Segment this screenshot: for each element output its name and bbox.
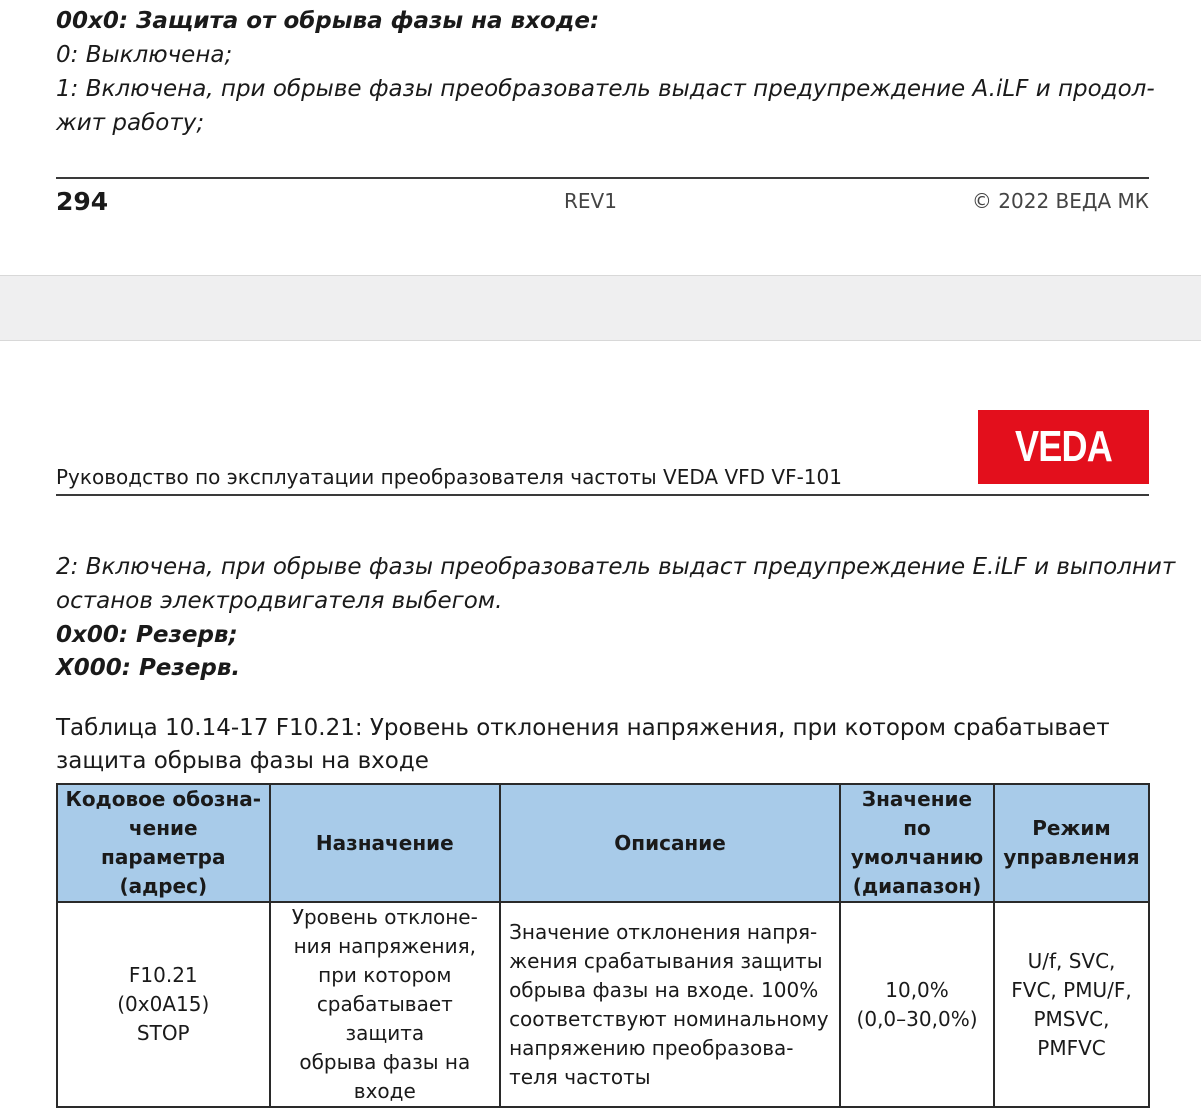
cell-purpose [270, 902, 501, 1107]
default-line: 10,0% [885, 977, 949, 1002]
option-2-line1: 2: Включена, при обрыве фазы преобразователь выдаст предупреждение E.iLF и выполнит [56, 554, 1176, 580]
header-description-line: Описание [614, 830, 726, 855]
option-2-line2: останов электродвигателя выбегом. [56, 588, 503, 614]
header-default-line: умолчанию [850, 845, 984, 869]
description-line: напряжению преобразова- [509, 1035, 794, 1060]
description-line: обрыва фазы на входе. 100% [509, 977, 819, 1002]
mode-line: U/f, SVC, [1027, 948, 1116, 973]
header-code-line: Кодовое обозна- [65, 787, 262, 811]
header-mode-line: Режим [1032, 816, 1111, 840]
header-mode-line: управления [1003, 845, 1140, 869]
copyright-label: © 2022 ВЕДА МК [971, 189, 1149, 213]
mode-line: PMFVC [1037, 1035, 1106, 1060]
table-header-row [57, 784, 1149, 902]
header-default [840, 784, 994, 902]
table-caption [56, 712, 1156, 778]
header-divider [56, 494, 1149, 496]
purpose-line: ния напряжения, [293, 934, 476, 958]
header-code-line: (адрес) [119, 874, 208, 898]
cell-mode [994, 902, 1149, 1107]
purpose-line: при котором [318, 963, 452, 987]
document-title: Руководство по эксплуатации преобразователя частоты VEDA VFD VF-101 [56, 465, 842, 489]
code-line: (0x0A15) [117, 992, 210, 1016]
header-default-line: Значение по [861, 787, 973, 840]
parameter-table [56, 783, 1150, 1108]
option-heading: 00x0: Защита от обрыва фазы на входе: [56, 8, 600, 34]
code-line: STOP [136, 1021, 190, 1045]
header-code [57, 784, 270, 902]
header-description [500, 784, 840, 902]
default-line: (0,0–30,0%) [856, 1006, 978, 1031]
revision-label: REV1 [564, 189, 617, 213]
option-1-line1: 1: Включена, при обрыве фазы преобразователь выдаст предупреждение A.iLF и продол- [56, 76, 1155, 102]
page-gap [0, 276, 1201, 341]
header-default-line: (диапазон) [852, 874, 982, 898]
option-0: 0: Выключена; [56, 42, 233, 68]
footer-divider [56, 177, 1149, 179]
table-caption-line1: Таблица 10.14-17 F10.21: Уровень отклонения напряжения, при котором срабатывает [56, 715, 1110, 741]
description-line: теля частоты [509, 1064, 651, 1089]
purpose-line: срабатывает защита [316, 992, 453, 1045]
header-purpose [270, 784, 501, 902]
cell-description [500, 902, 840, 1107]
option-1-line2: жит работу; [56, 110, 205, 136]
cell-code [57, 902, 270, 1107]
description-line: Значение отклонения напря- [509, 919, 818, 944]
purpose-line: обрыва фазы на [299, 1050, 471, 1074]
table-row [57, 902, 1149, 1107]
mode-line: PMSVC, [1033, 1006, 1110, 1031]
logo-text: VEDA MC [1015, 422, 1112, 545]
table-caption-line2: защита обрыва фазы на входе [56, 748, 429, 774]
previous-page [0, 0, 1201, 276]
mode-line: FVC, PMU/F, [1011, 977, 1132, 1002]
cell-default [840, 902, 994, 1107]
description-line: соответствуют номинальному [509, 1006, 829, 1031]
header-mode [994, 784, 1149, 902]
code-line: F10.21 [128, 963, 198, 987]
header-purpose-line: Назначение [315, 830, 454, 855]
purpose-line: Уровень отклоне- [291, 905, 478, 929]
header-code-line: чение параметра [101, 816, 226, 869]
description-line: жения срабатывания защиты [509, 948, 823, 973]
reserve-1: 0x00: Резерв; [56, 622, 238, 648]
veda-mc-logo [978, 410, 1149, 545]
purpose-line: входе [353, 1079, 416, 1103]
page-number: 294 [56, 187, 109, 216]
reserve-2: X000: Резерв. [56, 655, 241, 681]
